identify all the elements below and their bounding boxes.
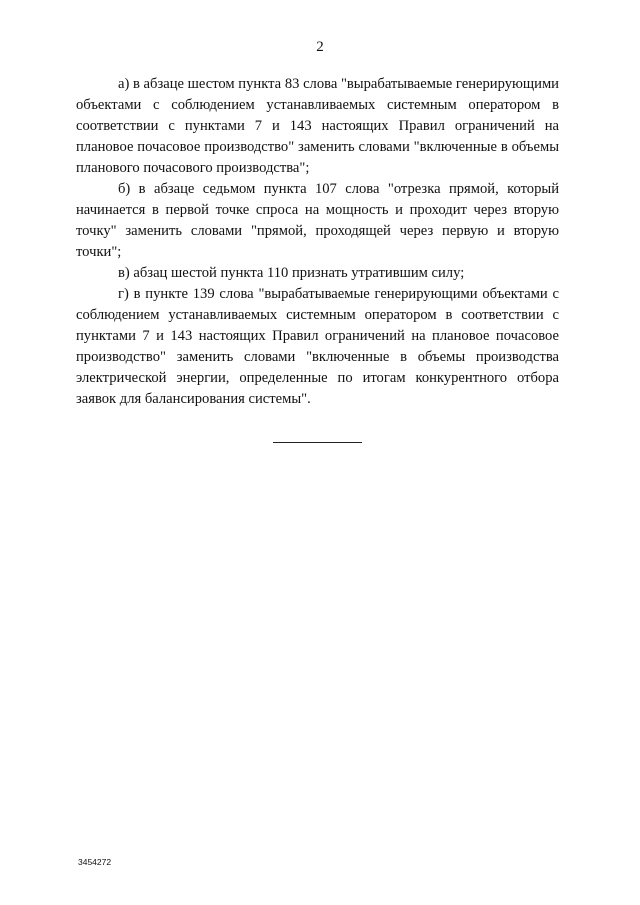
end-divider bbox=[273, 442, 362, 443]
page-number: 2 bbox=[316, 39, 324, 55]
document-body bbox=[76, 74, 559, 410]
document-code: 3454272 bbox=[78, 857, 112, 867]
paragraph-g: г) в пункте 139 слова "вырабатываемые генерирующими объектами с соблюдением устанавливаемых системным оператором в соответствии с пунктами 7 и 143 настоящих Правил ограничений на плановое почасовое производство" заменить словами "включенные в объемы производства электрической энергии, определенные по итогам конкурентного отбора заявок для балансирования системы". bbox=[76, 286, 559, 407]
paragraph-b: б) в абзаце седьмом пункта 107 слова "отрезка прямой, который начинается в первой точке спроса на мощность и проходит через вторую точку" заменить словами "прямой, проходящей через первую и вторую точки"; bbox=[76, 181, 559, 260]
paragraph-a: а) в абзаце шестом пункта 83 слова "вырабатываемые генерирующими объектами с соблюдением устанавливаемых системным оператором в соответствии с пунктами 7 и 143 настоящих Правил ограничений на плановое почасовое производство" заменить словами "включенные в объемы планового почасового производства"; bbox=[76, 76, 559, 176]
paragraph-v: в) абзац шестой пункта 110 признать утратившим силу; bbox=[118, 265, 465, 281]
